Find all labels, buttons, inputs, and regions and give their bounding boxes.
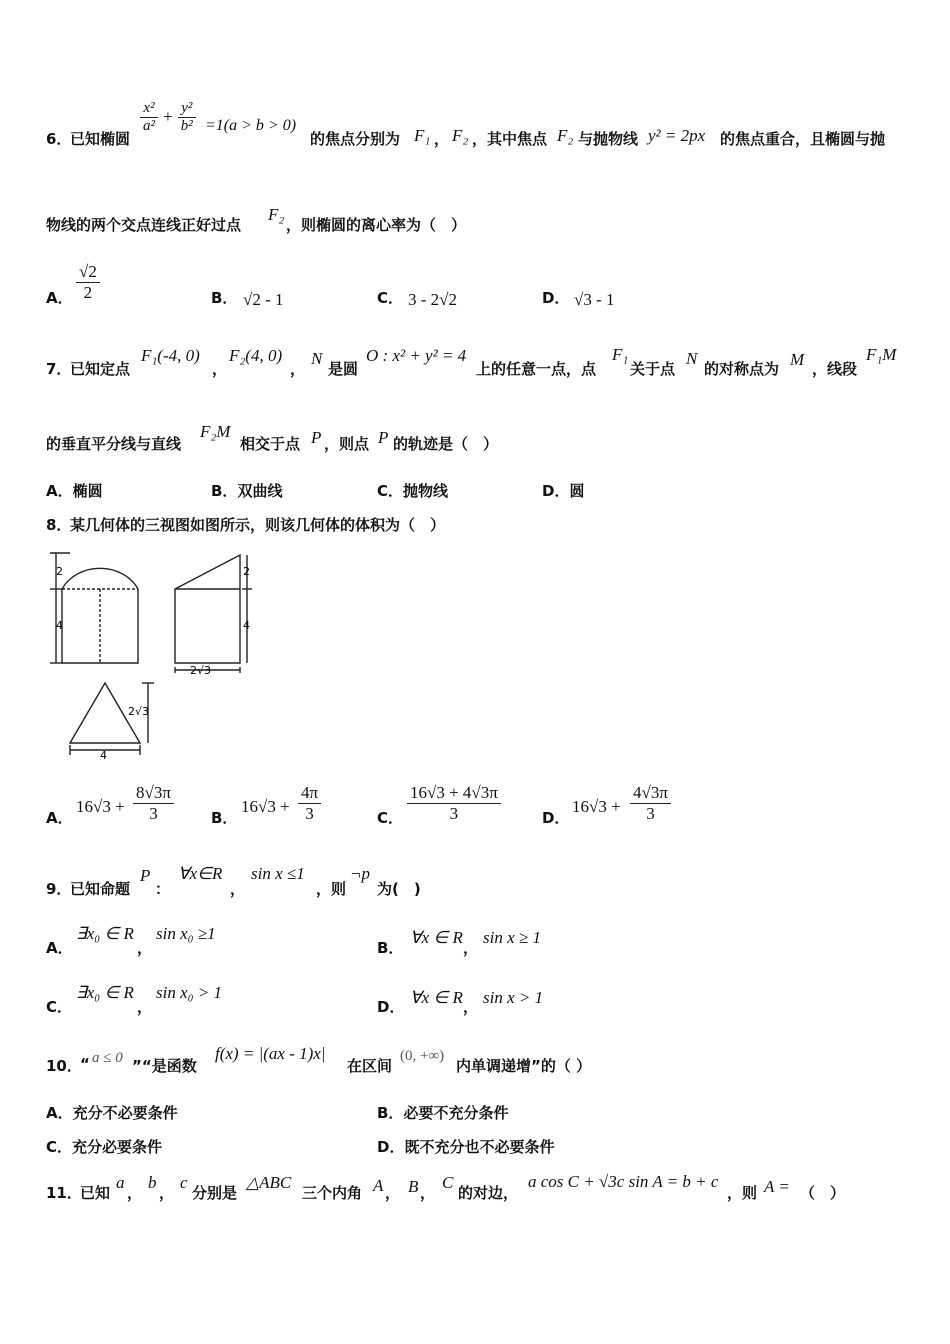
q8-option-d-lead: 16√3 + bbox=[572, 797, 621, 816]
q6-option-c: 3 - 2√2 bbox=[408, 290, 457, 309]
q10-text-3: 内单调递增”的（ ） bbox=[456, 1057, 592, 1075]
q7-p2: P bbox=[378, 428, 389, 447]
q8-option-b-lead: 16√3 + bbox=[241, 797, 290, 816]
q11-text-3: 三个内角 bbox=[302, 1184, 363, 1202]
q7-f2: F₂(4, 0) bbox=[229, 346, 283, 365]
q7-circle: O : x² + y² = 4 bbox=[366, 346, 467, 365]
q7-number: 7． bbox=[46, 360, 72, 378]
q11-comma-4: ， bbox=[420, 1184, 436, 1202]
dim-4-front: 4 bbox=[56, 619, 63, 632]
q6-comma: ， bbox=[434, 130, 450, 148]
q9-option-b-comma: ， bbox=[463, 939, 479, 957]
dim-2-front: 2 bbox=[56, 565, 63, 578]
q6-text-5: 的焦点重合，且椭圆与抛 bbox=[720, 130, 886, 148]
q6-f2c: F₂ bbox=[268, 205, 285, 224]
q11-comma-3: ， bbox=[385, 1184, 401, 1202]
q7-option-d: D．圆 bbox=[542, 482, 585, 500]
q7-text-6: ，线段 bbox=[812, 360, 858, 378]
q8-number: 8． bbox=[46, 516, 72, 534]
q10-function: f(x) = |(ax - 1)x| bbox=[215, 1044, 326, 1063]
q6-parabola: y² = 2px bbox=[648, 126, 706, 145]
q7-n: N bbox=[311, 349, 323, 368]
q9-option-d-label: D． bbox=[377, 998, 405, 1016]
q9-option-a-1: ∃x₀ ∈ R bbox=[76, 924, 134, 943]
q9-option-a-label: A． bbox=[46, 939, 73, 957]
q11-b: b bbox=[148, 1173, 157, 1192]
q11-C: C bbox=[442, 1173, 454, 1192]
three-view-figure bbox=[40, 545, 270, 760]
q6-f1: F₁ bbox=[414, 126, 431, 145]
q9-comma: ， bbox=[230, 880, 246, 898]
side-view bbox=[175, 555, 240, 663]
q9-text-3: ，则 bbox=[316, 880, 347, 898]
dim-2r3-top: 2√3 bbox=[128, 705, 150, 718]
q11-text-2: 分别是 bbox=[192, 1184, 238, 1202]
q11-text-6: （ ） bbox=[800, 1184, 846, 1202]
q8-option-d-frac: $\frac{4√3\pi}{3}$ bbox=[630, 783, 671, 824]
q9-option-c-1: ∃x₀ ∈ R bbox=[76, 983, 134, 1002]
q7-f1b: F₁ bbox=[612, 345, 629, 364]
q11-text-4: 的对边， bbox=[458, 1184, 519, 1202]
q8-option-b-label: B． bbox=[211, 809, 238, 827]
q11-A-eq: A = bbox=[764, 1177, 790, 1196]
q9-number: 9． bbox=[46, 880, 72, 898]
q9-option-d-comma: ， bbox=[463, 998, 479, 1016]
q7-text-2: 是圆 bbox=[328, 360, 359, 378]
q7-line2-d: 的轨迹是（ ） bbox=[393, 435, 499, 453]
q11-comma-1: ， bbox=[127, 1184, 143, 1202]
q7-text-1: 已知定点 bbox=[70, 360, 131, 378]
q6-option-a: $\frac{√2}{2}$ bbox=[76, 262, 100, 303]
q9-sin: sin x ≤1 bbox=[251, 864, 305, 883]
q10-text-2: 在区间 bbox=[347, 1057, 393, 1075]
q9-option-d-1: ∀x ∈ R bbox=[410, 988, 463, 1007]
q6-text-3: ，其中焦点 bbox=[472, 130, 548, 148]
q9-forall: ∀x∈R bbox=[178, 864, 223, 883]
q8-text: 某几何体的三视图如图所示，则该几何体的体积为（ ） bbox=[70, 516, 446, 534]
q9-text-1: 已知命题 bbox=[70, 880, 131, 898]
q8-option-a-lead: 16√3 + bbox=[76, 797, 125, 816]
q8-option-c-frac: $\frac{16√3 + 4√3\pi}{3}$ bbox=[407, 783, 501, 824]
q11-text-5: ，则 bbox=[727, 1184, 758, 1202]
q10-interval: (0, +∞) bbox=[400, 1048, 445, 1064]
q6-ellipse-equation: $\frac{\text{x²}}{\text{a²}}$ + $\frac{\text{y²}}{\text{b²}}$ bbox=[140, 100, 196, 135]
q7-text-5: 的对称点为 bbox=[704, 360, 780, 378]
q6-option-d: √3 - 1 bbox=[574, 290, 615, 309]
q10-option-b: B．必要不充分条件 bbox=[377, 1104, 509, 1122]
q9-p: P bbox=[140, 866, 151, 885]
q7-line2-a: 的垂直平分线与直线 bbox=[46, 435, 182, 453]
q11-a: a bbox=[116, 1173, 125, 1192]
q11-B: B bbox=[408, 1177, 419, 1196]
q6-line2-a: 物线的两个交点连线正好过点 bbox=[46, 216, 242, 234]
q9-option-a-2: sin x₀ ≥1 bbox=[156, 924, 216, 943]
q11-text-1: 已知 bbox=[80, 1184, 111, 1202]
q11-comma-2: ， bbox=[159, 1184, 175, 1202]
q6-option-d-label: D． bbox=[542, 289, 570, 307]
q7-line2-b: 相交于点 bbox=[240, 435, 301, 453]
q9-option-b-label: B． bbox=[377, 939, 404, 957]
dim-4-top: 4 bbox=[100, 749, 107, 760]
q7-comma-2: ， bbox=[290, 360, 306, 378]
q7-option-b: B．双曲线 bbox=[211, 482, 283, 500]
q6-option-a-label: A． bbox=[46, 289, 73, 307]
q8-option-c-label: C． bbox=[377, 809, 404, 827]
q9-not-p: ¬p bbox=[350, 864, 370, 883]
q7-option-a: A．椭圆 bbox=[46, 482, 103, 500]
q10-number: 10． bbox=[46, 1057, 82, 1075]
q11-equation: a cos C + √3c sin A = b + c bbox=[528, 1172, 719, 1191]
q7-option-c: C．抛物线 bbox=[377, 482, 449, 500]
q6-option-b: √2 - 1 bbox=[243, 290, 284, 309]
q8-option-a-frac: $\frac{8√3\pi}{3}$ bbox=[133, 783, 174, 824]
q10-option-c: C．充分必要条件 bbox=[46, 1138, 163, 1156]
q7-text-4: 关于点 bbox=[630, 360, 676, 378]
q8-option-d-label: D． bbox=[542, 809, 570, 827]
q6-ellipse-condition: =1(a > b > 0) bbox=[205, 117, 297, 134]
dim-4-side: 4 bbox=[243, 619, 250, 632]
q6-f2b: F₂ bbox=[557, 126, 574, 145]
q11-c: c bbox=[180, 1173, 188, 1192]
q10-condition: a ≤ 0 bbox=[92, 1050, 123, 1066]
q7-text-3: 上的任意一点，点 bbox=[476, 360, 597, 378]
q9-option-a-comma: ， bbox=[137, 939, 153, 957]
q11-triangle: △ABC bbox=[246, 1173, 292, 1192]
q6-option-c-label: C． bbox=[377, 289, 404, 307]
q6-text-4: 与抛物线 bbox=[578, 130, 639, 148]
q9-option-c-label: C． bbox=[46, 998, 73, 1016]
q6-text-2: 的焦点分别为 bbox=[310, 130, 401, 148]
q10-option-d: D．既不充分也不必要条件 bbox=[377, 1138, 555, 1156]
q7-m: M bbox=[790, 350, 805, 369]
q10-text-1: ”“是函数 bbox=[132, 1057, 197, 1075]
q7-f1m: F₁M bbox=[866, 345, 897, 364]
q7-f1: F₁(-4, 0) bbox=[141, 346, 200, 365]
q8-option-a-label: A． bbox=[46, 809, 73, 827]
q6-text-1: 已知椭圆 bbox=[70, 130, 131, 148]
q6-f2: F₂ bbox=[452, 126, 469, 145]
q10-quote-open: “ bbox=[80, 1055, 90, 1073]
q6-line2-b: ，则椭圆的离心率为（ ） bbox=[286, 216, 467, 234]
q9-text-4: 为( ) bbox=[377, 880, 421, 898]
q9-option-c-2: sin x₀ > 1 bbox=[156, 983, 223, 1002]
q7-comma-1: ， bbox=[212, 360, 228, 378]
q6-number: 6． bbox=[46, 130, 72, 148]
q10-option-a: A．充分不必要条件 bbox=[46, 1104, 178, 1122]
q7-p: P bbox=[311, 428, 322, 447]
q11-A: A bbox=[373, 1176, 384, 1195]
q7-line2-c: ，则点 bbox=[324, 435, 370, 453]
q7-n2: N bbox=[686, 349, 698, 368]
q9-option-b-1: ∀x ∈ R bbox=[410, 928, 463, 947]
q11-number: 11． bbox=[46, 1184, 82, 1202]
q9-option-b-2: sin x ≥ 1 bbox=[483, 928, 541, 947]
q8-option-b-frac: $\frac{4\pi}{3}$ bbox=[298, 783, 321, 824]
q7-f2m: F₂M bbox=[200, 422, 231, 441]
q9-option-c-comma: ， bbox=[137, 998, 153, 1016]
dim-2-side: 2 bbox=[243, 565, 250, 578]
q9-colon: ： bbox=[155, 880, 171, 898]
q6-option-b-label: B． bbox=[211, 289, 238, 307]
dim-2r3-side: 2√3 bbox=[190, 664, 212, 677]
q9-option-d-2: sin x > 1 bbox=[483, 988, 544, 1007]
